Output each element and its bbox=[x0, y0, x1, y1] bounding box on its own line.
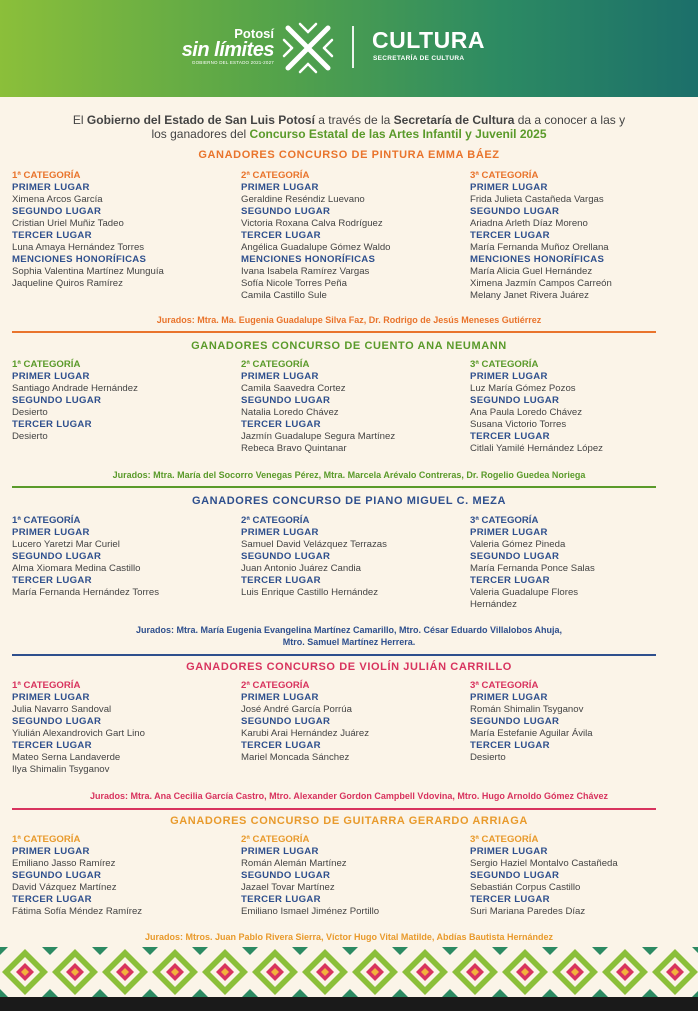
placement-label: SEGUNDO LUGAR bbox=[470, 716, 560, 727]
section-divider bbox=[12, 486, 656, 488]
placement-label: TERCER LUGAR bbox=[241, 575, 321, 586]
winner-name: Samuel David Velázquez Terrazas bbox=[241, 539, 387, 550]
winner-name: Román Shimalin Tsyganov bbox=[470, 704, 584, 715]
category-heading: 3ª CATEGORÍA bbox=[470, 680, 539, 691]
winner-name: Luis Enrique Castillo Hernández bbox=[241, 587, 379, 598]
category-column-2 bbox=[241, 680, 469, 764]
placement-label: SEGUNDO LUGAR bbox=[470, 551, 560, 562]
winner-name: Rebeca Bravo Quintanar bbox=[241, 443, 347, 454]
placement-label: SEGUNDO LUGAR bbox=[12, 551, 102, 562]
placement-label: TERCER LUGAR bbox=[12, 419, 92, 430]
placement-label: SEGUNDO LUGAR bbox=[12, 206, 102, 217]
winner-name: Alma Xiomara Medina Castillo bbox=[12, 563, 141, 574]
placement-label: PRIMER LUGAR bbox=[470, 846, 548, 857]
intro-text: da a conocer a las y bbox=[514, 113, 626, 127]
category-column-3 bbox=[470, 515, 698, 611]
placement-label: TERCER LUGAR bbox=[12, 575, 92, 586]
placement-label: SEGUNDO LUGAR bbox=[241, 870, 331, 881]
placement-label: PRIMER LUGAR bbox=[470, 527, 548, 538]
winner-name: Ana Paula Loredo Chávez bbox=[470, 407, 583, 418]
winner-name: Ivana Isabela Ramírez Vargas bbox=[241, 266, 370, 277]
winner-name: Fátima Sofía Méndez Ramírez bbox=[12, 906, 143, 917]
placement-label: TERCER LUGAR bbox=[470, 575, 550, 586]
category-column-2 bbox=[241, 515, 469, 599]
winner-name: Sergio Haziel Montalvo Castañeda bbox=[470, 858, 618, 869]
winner-name: Citlali Yamilé Hernández López bbox=[470, 443, 603, 454]
placement-label: SEGUNDO LUGAR bbox=[241, 551, 331, 562]
winner-name: Victoria Roxana Calva Rodríguez bbox=[241, 218, 383, 229]
winner-name: Mariel Moncada Sánchez bbox=[241, 752, 350, 763]
jurados-line bbox=[0, 624, 698, 648]
category-column-3 bbox=[470, 359, 698, 455]
winner-name: Melany Janet Rivera Juárez bbox=[470, 290, 589, 301]
winner-name: Sebastián Corpus Castillo bbox=[470, 882, 581, 893]
placement-label: TERCER LUGAR bbox=[470, 740, 550, 751]
placement-label: SEGUNDO LUGAR bbox=[241, 206, 331, 217]
placement-label: SEGUNDO LUGAR bbox=[470, 395, 560, 406]
placement-label: SEGUNDO LUGAR bbox=[241, 395, 331, 406]
category-heading: 1ª CATEGORÍA bbox=[12, 359, 81, 370]
category-column-2 bbox=[241, 834, 469, 918]
category-column-1 bbox=[12, 834, 240, 918]
placement-label: TERCER LUGAR bbox=[12, 230, 92, 241]
intro-paragraph bbox=[0, 113, 698, 141]
category-heading: 2ª CATEGORÍA bbox=[241, 515, 310, 526]
winner-name: Luna Amaya Hernández Torres bbox=[12, 242, 145, 253]
winner-name: Ilya Shimalin Tsyganov bbox=[12, 764, 110, 775]
category-column-1 bbox=[12, 359, 240, 443]
category-column-2 bbox=[241, 359, 469, 455]
placement-label: SEGUNDO LUGAR bbox=[12, 395, 102, 406]
winner-name: Angélica Guadalupe Gómez Waldo bbox=[241, 242, 391, 253]
cultura-title: CULTURA bbox=[372, 27, 485, 53]
placement-label: PRIMER LUGAR bbox=[241, 371, 319, 382]
intro-text: los ganadores del bbox=[151, 127, 250, 141]
jurados-text: Mtro. Samuel Martínez Herrera. bbox=[282, 637, 416, 647]
category-column-1 bbox=[12, 680, 240, 776]
logo-potosi-text: Potosí bbox=[234, 26, 274, 41]
winner-name: Valeria Gómez Pineda bbox=[470, 539, 566, 550]
placement-label: PRIMER LUGAR bbox=[470, 182, 548, 193]
winner-name: José André García Porrúa bbox=[241, 704, 352, 715]
intro-line-1 bbox=[0, 113, 698, 127]
winner-name: Emiliano Jasso Ramírez bbox=[12, 858, 116, 869]
placement-label: SEGUNDO LUGAR bbox=[470, 870, 560, 881]
jurados-line bbox=[0, 790, 698, 802]
intro-text: a través de la bbox=[314, 113, 394, 127]
winner-name: Román Alemán Martínez bbox=[241, 858, 347, 869]
winner-name: Yiulián Alexandrovich Gart Lino bbox=[12, 728, 145, 739]
winner-name: Frida Julieta Castañeda Vargas bbox=[470, 194, 604, 205]
winner-name: Desierto bbox=[12, 407, 48, 418]
logo-gobierno-text: GOBIERNO DEL ESTADO 2021-2027 bbox=[191, 60, 274, 65]
winner-name: Desierto bbox=[470, 752, 506, 763]
placement-label: PRIMER LUGAR bbox=[241, 182, 319, 193]
secretaria-subtitle: SECRETARÍA DE CULTURA bbox=[373, 55, 465, 62]
category-heading: 3ª CATEGORÍA bbox=[470, 834, 539, 845]
winner-name: Luz María Gómez Pozos bbox=[470, 383, 576, 394]
winner-name: Ximena Jazmín Campos Carreón bbox=[470, 278, 612, 289]
winner-name: Valeria Guadalupe Flores bbox=[470, 587, 579, 598]
category-heading: 1ª CATEGORÍA bbox=[12, 680, 81, 691]
header-banner bbox=[0, 0, 698, 97]
logo-sin-limites-text: sin límites bbox=[181, 39, 274, 61]
potosi-x-logo-icon bbox=[280, 20, 336, 76]
category-heading: 3ª CATEGORÍA bbox=[470, 170, 539, 181]
placement-label: SEGUNDO LUGAR bbox=[470, 206, 560, 217]
winner-name: Suri Mariana Paredes Díaz bbox=[470, 906, 586, 917]
jurados-text: Jurados: Mtra. Ana Cecilia García Castro, Mtro. Alexander Gordon Campbell Vdovina, Mtro. Hugo Arnoldo Gómez Chávez bbox=[89, 791, 609, 801]
winner-name: Sofía Nicole Torres Peña bbox=[241, 278, 347, 289]
footer-dark-bar bbox=[0, 997, 698, 1011]
placement-label: PRIMER LUGAR bbox=[241, 527, 319, 538]
section-title-pintura: GANADORES CONCURSO DE PINTURA EMMA BÁEZ bbox=[198, 149, 500, 161]
winner-name: David Vázquez Martínez bbox=[12, 882, 117, 893]
placement-label: PRIMER LUGAR bbox=[241, 692, 319, 703]
section-title-cuento: GANADORES CONCURSO DE CUENTO ANA NEUMANN bbox=[191, 340, 507, 352]
winner-name: Karubi Arai Hernández Juárez bbox=[241, 728, 369, 739]
jurados-line bbox=[0, 314, 698, 326]
section-title-violin: GANADORES CONCURSO DE VIOLÍN JULIÁN CARRILLO bbox=[186, 661, 512, 673]
placement-label: TERCER LUGAR bbox=[470, 230, 550, 241]
section-title-guitarra: GANADORES CONCURSO DE GUITARRA GERARDO ARRIAGA bbox=[170, 815, 528, 827]
winner-name: Emiliano Ismael Jiménez Portillo bbox=[241, 906, 380, 917]
winner-name: Juan Antonio Juárez Candia bbox=[241, 563, 362, 574]
winner-name: Mateo Serna Landaverde bbox=[12, 752, 121, 763]
winner-name: María Estefanie Aguilar Ávila bbox=[470, 728, 593, 739]
winner-name: María Alicia Guel Hernández bbox=[470, 266, 593, 277]
winner-name: Desierto bbox=[12, 431, 48, 442]
winner-name: Cristian Uriel Muñiz Tadeo bbox=[12, 218, 124, 229]
winner-name: Ximena Arcos García bbox=[12, 194, 103, 205]
winner-name: Sophia Valentina Martínez Munguía bbox=[12, 266, 164, 277]
winner-name: Jazmín Guadalupe Segura Martínez bbox=[241, 431, 396, 442]
winner-name: Geraldine Reséndiz Luevano bbox=[241, 194, 365, 205]
category-heading: 2ª CATEGORÍA bbox=[241, 170, 310, 181]
winner-name: Jazael Tovar Martínez bbox=[241, 882, 335, 893]
intro-secretaria: Secretaría de Cultura bbox=[393, 113, 515, 127]
category-heading: 2ª CATEGORÍA bbox=[241, 359, 310, 370]
intro-concurso: Concurso Estatal de las Artes Infantil y Juvenil 2025 bbox=[249, 127, 547, 141]
placement-label: PRIMER LUGAR bbox=[12, 527, 90, 538]
winner-name: Jaqueline Quiros Ramírez bbox=[12, 278, 123, 289]
jurados-text: Jurados: Mtros. Juan Pablo Rivera Sierra, Víctor Hugo Vital Matilde, Abdías Bautista Hernández bbox=[144, 932, 554, 942]
winner-name: Hernández bbox=[470, 599, 517, 610]
placement-label: PRIMER LUGAR bbox=[12, 846, 90, 857]
winner-name: María Fernanda Ponce Salas bbox=[470, 563, 595, 574]
section-divider bbox=[12, 808, 656, 810]
category-column-3 bbox=[470, 680, 698, 764]
winner-name: María Fernanda Muñoz Orellana bbox=[470, 242, 609, 253]
placement-label: MENCIONES HONORÍFICAS bbox=[12, 254, 147, 265]
placement-label: TERCER LUGAR bbox=[470, 894, 550, 905]
winner-name: Ariadna Arleth Díaz Moreno bbox=[470, 218, 588, 229]
jurados-text: Jurados: Mtra. Ma. Eugenia Guadalupe Silva Faz, Dr. Rodrigo de Jesús Meneses Gutiérrez bbox=[156, 315, 542, 325]
header-divider bbox=[352, 26, 354, 68]
winner-name: María Fernanda Hernández Torres bbox=[12, 587, 160, 598]
jurados-text: Jurados: Mtra. María Eugenia Evangelina Martínez Camarillo, Mtro. César Eduardo Villalobos Ahuja, bbox=[135, 625, 563, 635]
placement-label: PRIMER LUGAR bbox=[12, 182, 90, 193]
placement-label: PRIMER LUGAR bbox=[12, 692, 90, 703]
winner-name: Camila Castillo Sule bbox=[241, 290, 327, 301]
intro-gobierno: Gobierno del Estado de San Luis Potosí bbox=[86, 113, 315, 127]
potosi-logo bbox=[172, 28, 274, 66]
category-heading: 3ª CATEGORÍA bbox=[470, 515, 539, 526]
placement-label: TERCER LUGAR bbox=[241, 894, 321, 905]
category-heading: 2ª CATEGORÍA bbox=[241, 834, 310, 845]
jurados-text: Jurados: Mtra. María del Socorro Venegas Pérez, Mtra. Marcela Arévalo Contreras, Dr. Rogelio Guedea Noriega bbox=[112, 470, 586, 480]
jurados-line bbox=[0, 931, 698, 943]
category-column-2 bbox=[241, 170, 469, 302]
winner-name: Susana Victorio Torres bbox=[470, 419, 567, 430]
category-heading: 1ª CATEGORÍA bbox=[12, 515, 81, 526]
placement-label: TERCER LUGAR bbox=[470, 431, 550, 442]
placement-label: SEGUNDO LUGAR bbox=[241, 716, 331, 727]
placement-label: PRIMER LUGAR bbox=[470, 371, 548, 382]
section-title-piano: GANADORES CONCURSO DE PIANO MIGUEL C. MEZA bbox=[191, 495, 507, 507]
placement-label: MENCIONES HONORÍFICAS bbox=[470, 254, 605, 265]
placement-label: PRIMER LUGAR bbox=[241, 846, 319, 857]
jurados-line bbox=[0, 469, 698, 481]
winner-name: Natalia Loredo Chávez bbox=[241, 407, 339, 418]
winner-name: Santiago Andrade Hernández bbox=[12, 383, 138, 394]
placement-label: TERCER LUGAR bbox=[241, 230, 321, 241]
section-divider bbox=[12, 654, 656, 656]
winner-name: Julia Navarro Sandoval bbox=[12, 704, 112, 715]
intro-line-2 bbox=[0, 127, 698, 141]
decorative-pattern-footer bbox=[0, 947, 698, 997]
category-column-1 bbox=[12, 170, 240, 290]
section-divider bbox=[12, 331, 656, 333]
category-heading: 2ª CATEGORÍA bbox=[241, 680, 310, 691]
placement-label: TERCER LUGAR bbox=[241, 419, 321, 430]
placement-label: TERCER LUGAR bbox=[12, 740, 92, 751]
placement-label: TERCER LUGAR bbox=[12, 894, 92, 905]
placement-label: SEGUNDO LUGAR bbox=[12, 716, 102, 727]
placement-label: MENCIONES HONORÍFICAS bbox=[241, 254, 376, 265]
category-column-1 bbox=[12, 515, 240, 599]
placement-label: PRIMER LUGAR bbox=[12, 371, 90, 382]
placement-label: SEGUNDO LUGAR bbox=[12, 870, 102, 881]
winner-name: Camila Saavedra Cortez bbox=[241, 383, 346, 394]
category-column-3 bbox=[470, 834, 698, 918]
placement-label: TERCER LUGAR bbox=[241, 740, 321, 751]
placement-label: PRIMER LUGAR bbox=[470, 692, 548, 703]
category-heading: 1ª CATEGORÍA bbox=[12, 170, 81, 181]
category-heading: 3ª CATEGORÍA bbox=[470, 359, 539, 370]
winner-name: Lucero Yaretzi Mar Curiel bbox=[12, 539, 120, 550]
category-heading: 1ª CATEGORÍA bbox=[12, 834, 81, 845]
category-column-3 bbox=[470, 170, 698, 302]
intro-text: El bbox=[72, 113, 87, 127]
